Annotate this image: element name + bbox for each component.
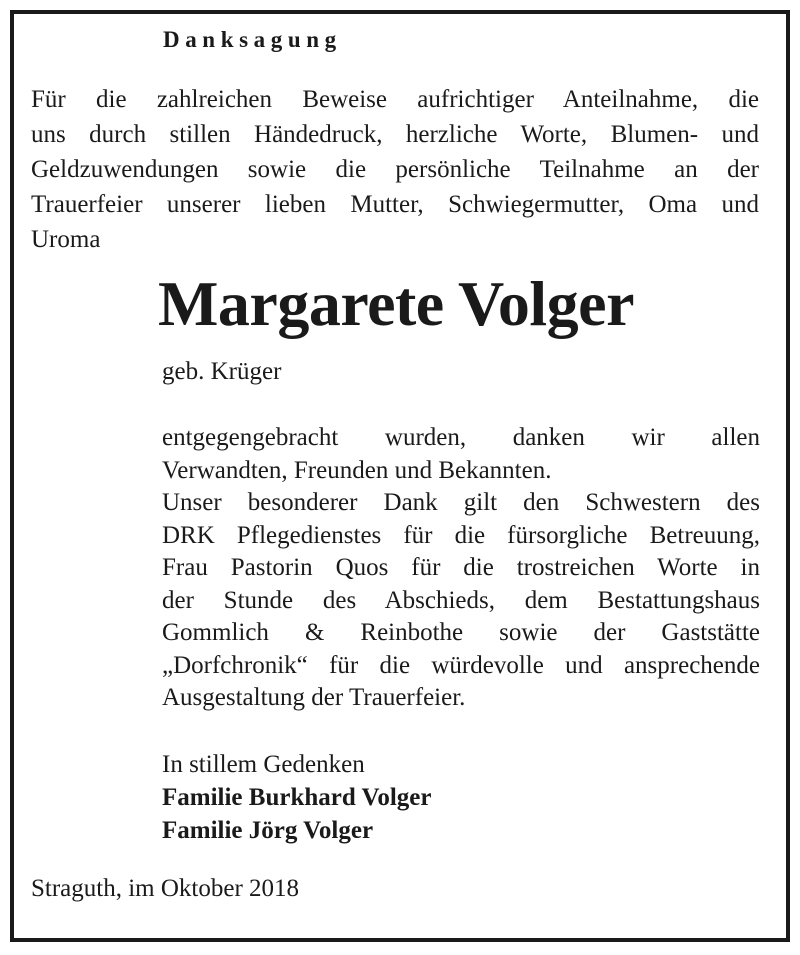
intro-line: Uroma bbox=[31, 226, 101, 253]
intro-line: uns durch stillen Händedruck, herzliche Worte, Blumen- und bbox=[31, 121, 759, 148]
thanks-line: „Dorfchronik“ für die würdevolle und ansprechende bbox=[162, 651, 760, 679]
family-signature: Familie Jörg Volger bbox=[162, 817, 374, 844]
intro-line: Trauerfeier unserer lieben Mutter, Schwiegermutter, Oma und bbox=[31, 191, 759, 218]
thanks-line: Ausgestaltung der Trauerfeier. bbox=[162, 684, 466, 711]
thanks-line: entgegengebracht wurden, danken wir allen bbox=[162, 424, 760, 451]
family-signature: Familie Burkhard Volger bbox=[162, 784, 432, 811]
thanks-line: Gommlich & Reinbothe sowie der Gaststätte bbox=[162, 619, 760, 646]
closing-phrase: In stillem Gedenken bbox=[162, 751, 365, 778]
thanks-line: Verwandten, Freunden und Bekannten. bbox=[162, 456, 552, 484]
closing-block bbox=[162, 748, 431, 847]
thanks-line: der Stunde des Abschieds, dem Bestattungshaus bbox=[162, 586, 760, 614]
thanks-line: DRK Pflegedienstes für die fürsorgliche Betreuung, bbox=[162, 521, 760, 549]
intro-paragraph bbox=[31, 82, 759, 257]
thanks-line: Frau Pastorin Quos für die trostreichen Worte in bbox=[162, 554, 760, 581]
intro-line: Für die zahlreichen Beweise aufrichtiger Anteilnahme, die bbox=[31, 86, 759, 113]
thanks-text bbox=[162, 422, 760, 715]
thanks-line: Unser besonderer Dank gilt den Schwestern des bbox=[162, 489, 760, 516]
deceased-name: Margarete Volger bbox=[158, 268, 634, 339]
heading: Danksagung bbox=[163, 27, 342, 52]
maiden-name: geb. Krüger bbox=[162, 358, 282, 385]
intro-line: Geldzuwendungen sowie die persönliche Teilnahme an der bbox=[31, 156, 759, 183]
place-date: Straguth, im Oktober 2018 bbox=[31, 875, 300, 902]
